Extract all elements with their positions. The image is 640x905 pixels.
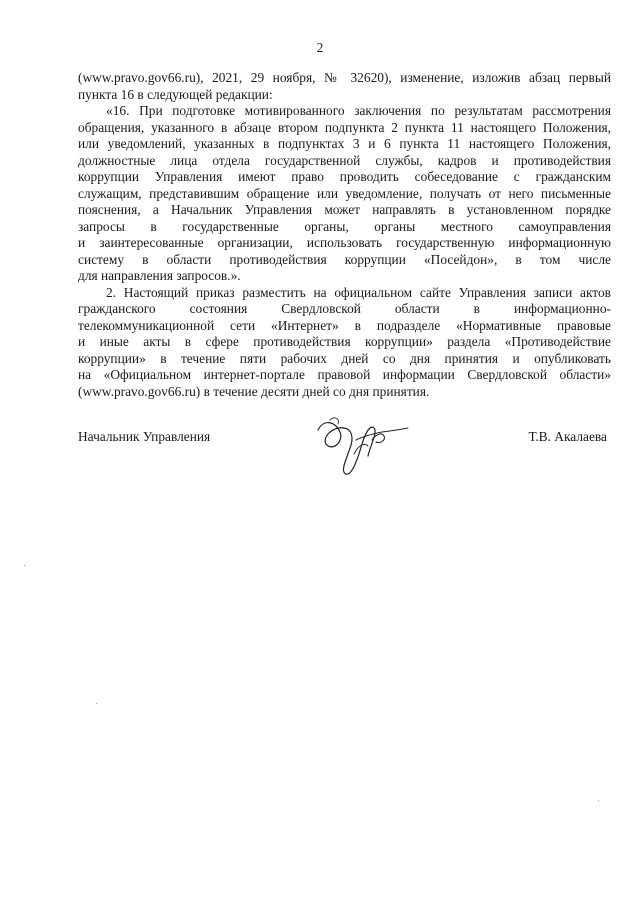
text-line: телекоммуникационной сети «Интернет» в подразделе «Нормативные правовые (78, 317, 611, 333)
scan-speck (24, 565, 25, 566)
text-line: 2. Настоящий приказ разместить на официальном сайте Управления записи актов (106, 284, 611, 300)
document-body (78, 70, 611, 400)
text-line: коррупции» в течение пяти рабочих дней со дня принятия и опубликовать (78, 350, 611, 366)
signer-name: Т.В. Акалаева (528, 429, 607, 444)
text-line: запросы в государственные органы, органы местного самоуправления (78, 218, 611, 234)
text-line: обращения, указанного в абзаце втором подпункта 2 пункта 11 настоящего Положения, (78, 119, 611, 135)
text-line: коррупции Управления имеют право проводить собеседование с гражданским (78, 169, 611, 184)
text-line: или уведомлений, указанных в подпунктах 3 и 6 пункта 11 настоящего Положения, (78, 136, 611, 151)
signer-title: Начальник Управления (78, 429, 211, 444)
text-line: (www.pravo.gov66.ru) в течение десяти дней со дня принятия. (78, 383, 430, 399)
text-line: систему в области противодействия коррупции «Посейдон», в том числе (78, 251, 611, 267)
text-line: и заинтересованные организации, использовать государственную информационную (78, 235, 611, 250)
text-line: пояснения, а Начальник Управления может направлять в установленном порядке (78, 202, 611, 217)
signature-block (78, 410, 611, 490)
text-line: на «Официальном интернет-портале правовой информации Свердловской области» (78, 367, 611, 382)
text-line: пункта 16 в следующей редакции: (78, 86, 273, 102)
text-line: (www.pravo.gov66.ru), 2021, 29 ноября, № 32620), изменение, изложив абзац первый (78, 70, 611, 85)
text-line: для направления запросов.». (78, 268, 241, 283)
text-line: должностные лица отдела государственной службы, кадров и противодействия (78, 152, 611, 168)
scan-speck (598, 800, 599, 801)
text-line: гражданского состояния Свердловской области в информационно- (78, 301, 611, 316)
page-number: 2 (316, 40, 324, 55)
text-line: «16. При подготовке мотивированного заключения по результатам рассмотрения (106, 103, 611, 118)
handwritten-signature (310, 410, 410, 480)
scan-speck (96, 703, 97, 704)
text-line: и иные акты в сфере противодействия коррупции» раздела «Противодействие (78, 334, 611, 349)
text-line: служащим, представившим обращение или уведомление, получать от него письменные (78, 185, 611, 201)
